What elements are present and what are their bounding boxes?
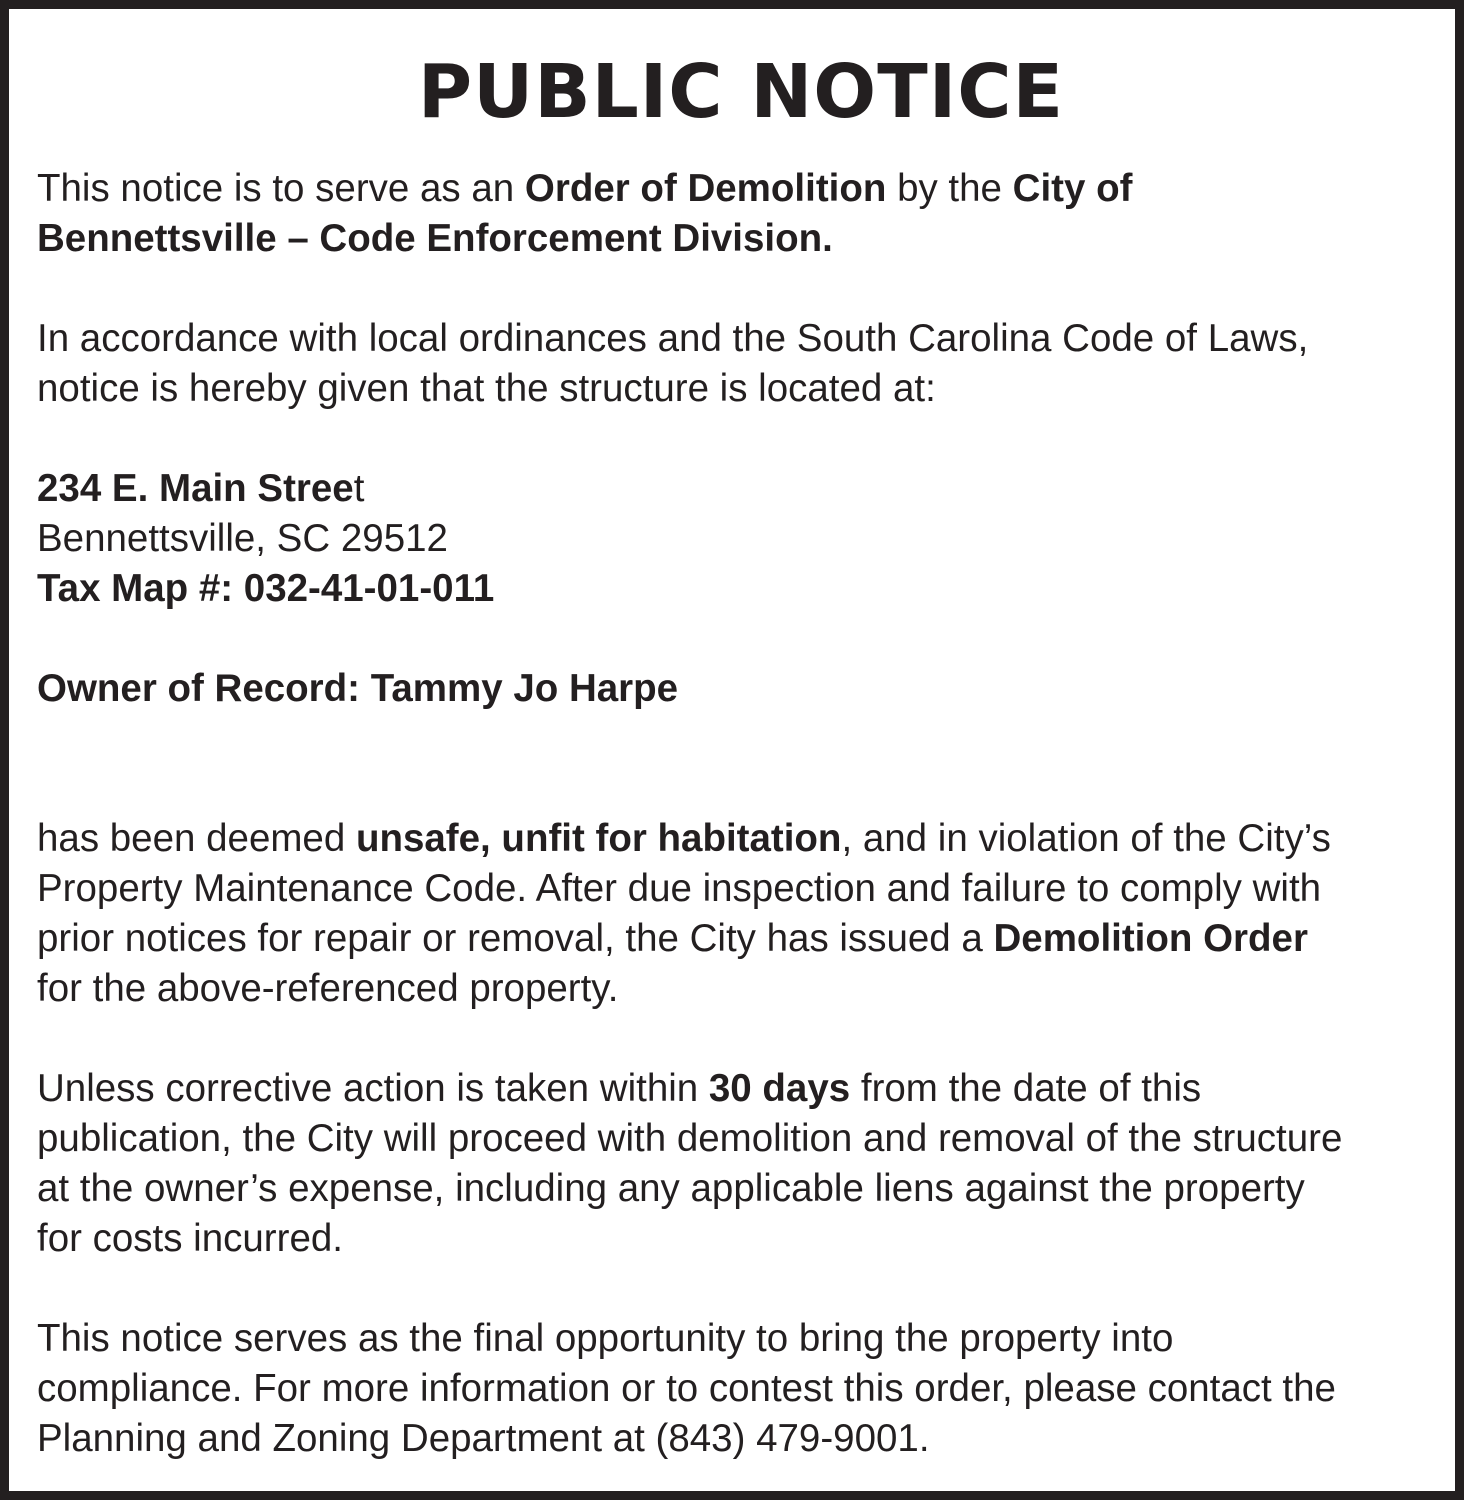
issuing-division: Bennettsville – Code Enforcement Division. [37, 217, 833, 260]
corrective-line-4: for costs incurred. [37, 1217, 343, 1260]
final-line-2: compliance. For more information or to contest this order, please contact the [37, 1367, 1336, 1410]
issuing-city: City of [1012, 167, 1133, 210]
contact-phone-line: Planning and Zoning Department at (843) 479-9001. [37, 1417, 930, 1460]
intro-paragraph [37, 164, 1457, 264]
tax-map-number: Tax Map #: 032-41-01-011 [37, 567, 495, 610]
deemed-line-1: has been deemed unsafe, unfit for habitation, and in violation of the City’s [37, 817, 1331, 860]
corrective-action-paragraph [37, 1064, 1457, 1264]
deemed-paragraph [37, 814, 1457, 1014]
order-of-demolition: Order of Demolition [524, 167, 887, 210]
corrective-line-3: at the owner’s expense, including any applicable liens against the property [37, 1167, 1305, 1210]
final-line-1: This notice serves as the final opportunity to bring the property into [37, 1317, 1174, 1360]
property-address [37, 464, 1457, 614]
city-state-zip: Bennettsville, SC 29512 [37, 517, 448, 560]
deemed-line-3: prior notices for repair or removal, the City has issued a Demolition Order [37, 917, 1308, 960]
final-opportunity-paragraph [37, 1314, 1457, 1464]
street-address: 234 E. Main Street [37, 467, 365, 510]
accordance-line-1: In accordance with local ordinances and the South Carolina Code of Laws, [37, 317, 1309, 360]
deemed-line-2: Property Maintenance Code. After due inspection and failure to comply with [37, 867, 1322, 910]
deemed-line-4: for the above-referenced property. [37, 967, 619, 1010]
accordance-paragraph [37, 314, 1457, 414]
accordance-line-2: notice is hereby given that the structure is located at: [37, 367, 936, 410]
notice-title: PUBLIC NOTICE [417, 49, 1065, 135]
intro-line-2 [37, 214, 1457, 264]
corrective-line-1: Unless corrective action is taken within 30 days from the date of this [37, 1067, 1202, 1110]
owner-of-record: Owner of Record: Tammy Jo Harpe [37, 667, 679, 710]
intro-line-1: This notice is to serve as an Order of Demolition by the City of [37, 167, 1133, 210]
corrective-line-2: publication, the City will proceed with demolition and removal of the structure [37, 1117, 1343, 1160]
